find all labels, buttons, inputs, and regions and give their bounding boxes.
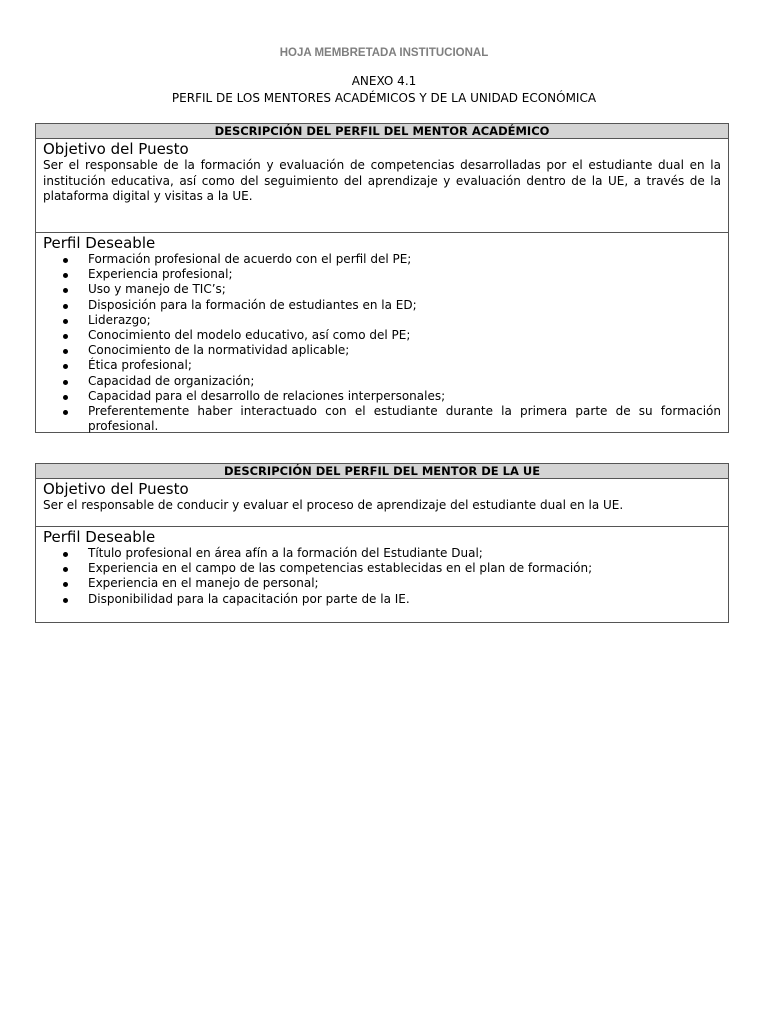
list-item-text: Experiencia en el campo de las competencias establecidas en el plan de formación; bbox=[88, 561, 593, 576]
ue-profile-section bbox=[36, 527, 728, 607]
academic-objective-section bbox=[36, 139, 728, 233]
list-item bbox=[43, 404, 721, 434]
list-item-text: Formación profesional de acuerdo con el perfil del PE; bbox=[88, 252, 412, 266]
list-item bbox=[43, 252, 721, 267]
list-item-text: Experiencia en el manejo de personal; bbox=[88, 576, 319, 591]
list-item bbox=[43, 267, 721, 282]
list-item-text: Uso y manejo de TIC’s; bbox=[88, 282, 226, 297]
bullet-icon bbox=[63, 364, 68, 369]
list-item bbox=[43, 576, 721, 591]
list-item-text: Experiencia profesional; bbox=[88, 267, 233, 282]
bullet-icon bbox=[63, 334, 68, 339]
academic-profile-section bbox=[36, 233, 728, 434]
academic-objective-title: Objetivo del Puesto bbox=[43, 140, 189, 158]
list-item-text: Capacidad para el desarrollo de relaciones interpersonales; bbox=[88, 388, 446, 403]
bullet-icon bbox=[63, 582, 68, 587]
list-item-text: Conocimiento de la normatividad aplicable; bbox=[88, 343, 350, 358]
list-item bbox=[43, 282, 721, 297]
bullet-icon bbox=[63, 319, 68, 324]
ue-objective-title: Objetivo del Puesto bbox=[43, 480, 189, 498]
ue-objective-section bbox=[36, 479, 728, 527]
bullet-icon bbox=[63, 567, 68, 572]
list-item-text: Liderazgo; bbox=[88, 312, 151, 327]
bullet-icon bbox=[63, 304, 68, 309]
ue-mentor-table-header: DESCRIPCIÓN DEL PERFIL DEL MENTOR DE LA UE bbox=[36, 464, 728, 479]
academic-profile-title: Perfil Deseable bbox=[43, 234, 156, 252]
list-item bbox=[43, 313, 721, 328]
list-item bbox=[43, 343, 721, 358]
bullet-icon bbox=[63, 380, 68, 385]
list-item-text: Ética profesional; bbox=[88, 358, 192, 373]
ue-mentor-table bbox=[35, 463, 729, 623]
ue-objective-text: Ser el responsable de conducir y evaluar el proceso de aprendizaje del estudiante dual en la UE. bbox=[43, 498, 624, 512]
annex-number: ANEXO 4.1 bbox=[351, 74, 417, 88]
list-item bbox=[43, 389, 721, 404]
list-item-text: Disposición para la formación de estudiantes en la ED; bbox=[88, 297, 417, 312]
bullet-icon bbox=[63, 288, 68, 293]
list-item bbox=[43, 358, 721, 373]
list-item-text: Título profesional en área afín a la formación del Estudiante Dual; bbox=[88, 546, 483, 560]
letterhead: HOJA MEMBRETADA INSTITUCIONAL bbox=[279, 47, 489, 59]
bullet-icon bbox=[63, 258, 68, 263]
list-item bbox=[43, 328, 721, 343]
list-item-text: Disponibilidad para la capacitación por parte de la IE. bbox=[88, 591, 410, 606]
academic-profile-list bbox=[43, 252, 721, 434]
list-item-text: Preferentemente haber interactuado con el estudiante durante la primera parte de su formación profesional. bbox=[88, 404, 721, 434]
bullet-icon bbox=[63, 349, 68, 354]
academic-mentor-table bbox=[35, 123, 729, 433]
list-item bbox=[43, 592, 721, 607]
bullet-icon bbox=[63, 598, 68, 603]
academic-objective-text: Ser el responsable de la formación y evaluación de competencias desarrolladas por el estudiante dual en la institución educativa, así como del seguimiento del aprendizaje y evaluación dentro de la UE, a través de la plataforma digital y visitas a la UE. bbox=[43, 158, 721, 203]
list-item bbox=[43, 374, 721, 389]
bullet-icon bbox=[63, 410, 68, 415]
bullet-icon bbox=[63, 395, 68, 400]
list-item-text: Capacidad de organización; bbox=[88, 373, 255, 388]
ue-profile-list bbox=[43, 546, 721, 607]
list-item bbox=[43, 298, 721, 313]
bullet-icon bbox=[63, 552, 68, 557]
ue-profile-title: Perfil Deseable bbox=[43, 528, 156, 546]
list-item bbox=[43, 546, 721, 561]
list-item-text: Conocimiento del modelo educativo, así como del PE; bbox=[88, 328, 411, 343]
document-title: PERFIL DE LOS MENTORES ACADÉMICOS Y DE LA UNIDAD ECONÓMICA bbox=[171, 91, 597, 105]
bullet-icon bbox=[63, 273, 68, 278]
list-item bbox=[43, 561, 721, 576]
academic-mentor-table-header: DESCRIPCIÓN DEL PERFIL DEL MENTOR ACADÉMICO bbox=[36, 124, 728, 139]
